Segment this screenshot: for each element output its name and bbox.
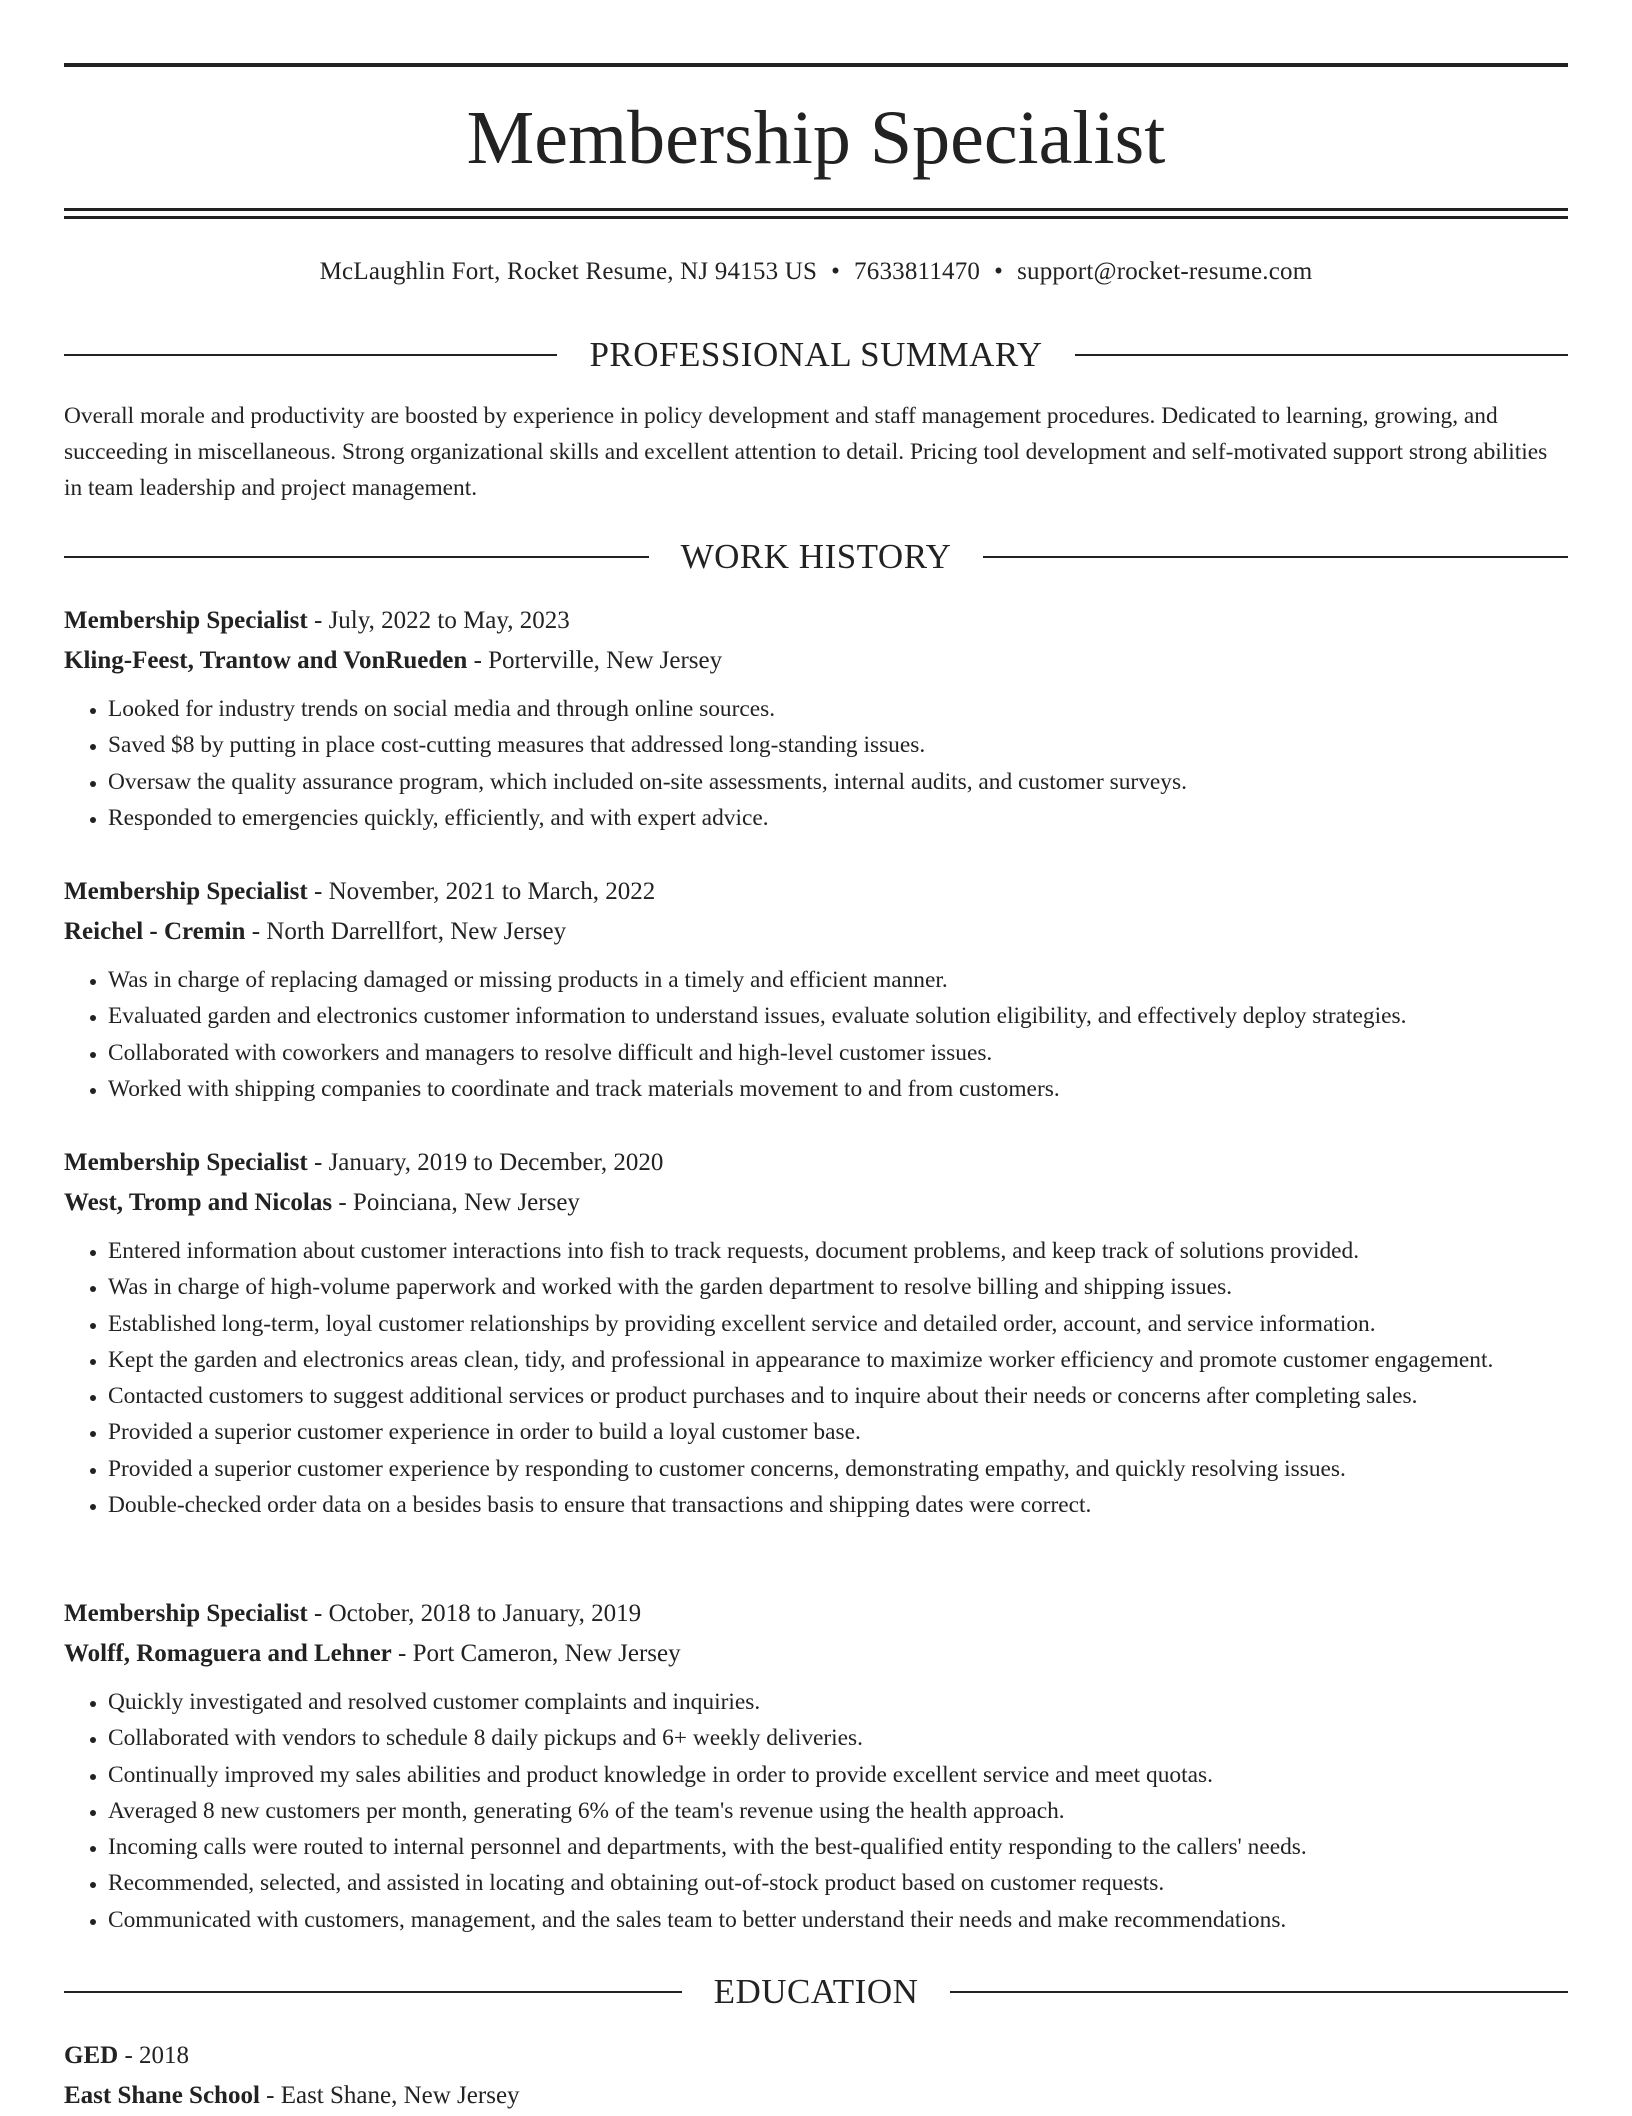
job-company-line — [64, 641, 1568, 681]
job-title-line — [64, 1143, 1568, 1183]
header-rule — [64, 216, 1568, 219]
job-dates: - January, 2019 to December, 2020 — [307, 1149, 664, 1176]
contact-phone: 7633811470 — [854, 258, 981, 285]
heading-rule — [983, 556, 1568, 558]
list-item: • Collaborated with coworkers and managers to resolve difficult and high-level customer issues. — [108, 1035, 1568, 1071]
list-item: • Responded to emergencies quickly, efficiently, and with expert advice. — [108, 800, 1568, 836]
list-item: • Incoming calls were routed to internal personnel and departments, with the best-qualified entity responding to the callers' needs. — [108, 1829, 1568, 1865]
page-title: Membership Specialist — [466, 96, 1166, 180]
heading-rule — [64, 354, 557, 356]
job-company-line — [64, 1634, 1568, 1674]
heading-rule — [1075, 354, 1568, 356]
section-title: WORK HISTORY — [680, 537, 952, 576]
job-dates: - October, 2018 to January, 2019 — [307, 1600, 642, 1627]
list-item: • Was in charge of high-volume paperwork and worked with the garden department to resolve billing and shipping issues. — [108, 1269, 1568, 1305]
list-item: • Established long-term, loyal customer relationships by providing excellent service and detailed order, account, and service information. — [108, 1306, 1568, 1342]
job-title: Membership Specialist — [64, 1149, 308, 1176]
section-heading-education — [64, 1970, 1568, 2014]
job-location: - North Darrellfort, New Jersey — [245, 918, 567, 945]
header-rule — [64, 208, 1568, 211]
job-company: Kling-Feest, Trantow and VonRueden — [64, 647, 468, 674]
job-title-line — [64, 872, 1568, 912]
job-company-line — [64, 912, 1568, 952]
contact-address: McLaughlin Fort, Rocket Resume, NJ 94153 US — [319, 258, 818, 285]
list-item: • Collaborated with vendors to schedule 8 daily pickups and 6+ weekly deliveries. — [108, 1720, 1568, 1756]
list-item: • Continually improved my sales abilities and product knowledge in order to provide excellent service and meet quotas. — [108, 1757, 1568, 1793]
list-item: • Quickly investigated and resolved customer complaints and inquiries. — [108, 1684, 1568, 1720]
top-rule — [64, 63, 1568, 67]
job-title-line — [64, 601, 1568, 641]
list-item: • Contacted customers to suggest additional services or product purchases and to inquire about their needs or concerns after completing sales. — [108, 1378, 1568, 1414]
job-entry — [64, 1594, 1568, 1938]
job-title: Membership Specialist — [64, 1600, 308, 1627]
section-heading-summary — [64, 333, 1568, 377]
list-item: • Looked for industry trends on social media and through online sources. — [108, 691, 1568, 727]
heading-rule — [950, 1991, 1568, 1993]
job-title: Membership Specialist — [64, 878, 308, 905]
contact-line — [64, 254, 1568, 290]
section-heading-work — [64, 535, 1568, 579]
education-school: East Shane School — [64, 2082, 260, 2109]
job-company: West, Tromp and Nicolas — [64, 1189, 333, 1216]
list-item: • Provided a superior customer experience by responding to customer concerns, demonstrating empathy, and quickly resolving issues. — [108, 1451, 1568, 1487]
list-item: • Was in charge of replacing damaged or missing products in a timely and efficient manner. — [108, 962, 1568, 998]
contact-email: support@rocket-resume.com — [1017, 258, 1313, 285]
list-item: • Recommended, selected, and assisted in locating and obtaining out-of-stock product based on customer requests. — [108, 1865, 1568, 1901]
job-company: Reichel - Cremin — [64, 918, 246, 945]
list-item: • Double-checked order data on a besides basis to ensure that transactions and shipping dates were correct. — [108, 1487, 1568, 1523]
job-title: Membership Specialist — [64, 607, 308, 634]
job-bullets — [64, 691, 1568, 836]
education-location: - East Shane, New Jersey — [259, 2082, 520, 2109]
list-item: • Averaged 8 new customers per month, generating 6% of the team's revenue using the health approach. — [108, 1793, 1568, 1829]
job-company: Wolff, Romaguera and Lehner — [64, 1640, 392, 1667]
job-location: - Porterville, New Jersey — [467, 647, 723, 674]
job-location: - Poinciana, New Jersey — [332, 1189, 580, 1216]
contact-separator: • — [994, 258, 1004, 285]
job-bullets — [64, 1233, 1568, 1523]
job-entry — [64, 601, 1568, 836]
list-item: • Oversaw the quality assurance program, which included on-site assessments, internal audits, and customer surveys. — [108, 764, 1568, 800]
education-year: - 2018 — [118, 2042, 190, 2069]
education-entry — [64, 2036, 1568, 2116]
education-degree: GED — [64, 2042, 119, 2069]
job-dates: - November, 2021 to March, 2022 — [307, 878, 656, 905]
job-bullets — [64, 962, 1568, 1107]
summary-text: Overall morale and productivity are boosted by experience in policy development and staff management procedures. Dedicated to learning, growing, and succeeding in miscellaneous. Strong organizational skills and excellent attention to detail. Pricing tool development and self-motivated support strong abilities in team leadership and project management. — [64, 403, 1548, 501]
list-item: • Evaluated garden and electronics customer information to understand issues, evaluate solution eligibility, and effectively deploy strategies. — [108, 998, 1568, 1034]
list-item: • Provided a superior customer experience in order to build a loyal customer base. — [108, 1414, 1568, 1450]
list-item: • Saved $8 by putting in place cost-cutting measures that addressed long-standing issues. — [108, 727, 1568, 763]
job-title-line — [64, 1594, 1568, 1634]
job-company-line — [64, 1183, 1568, 1223]
list-item: • Communicated with customers, management, and the sales team to better understand their needs and make recommendations. — [108, 1902, 1568, 1938]
job-dates: - July, 2022 to May, 2023 — [307, 607, 570, 634]
list-item: • Kept the garden and electronics areas clean, tidy, and professional in appearance to maximize worker efficiency and promote customer engagement. — [108, 1342, 1568, 1378]
job-entry — [64, 1143, 1568, 1523]
job-location: - Port Cameron, New Jersey — [391, 1640, 681, 1667]
heading-rule — [64, 556, 649, 558]
section-title: EDUCATION — [713, 1972, 919, 2011]
contact-separator: • — [831, 258, 841, 285]
job-entry — [64, 872, 1568, 1107]
list-item: • Entered information about customer interactions into fish to track requests, document problems, and keep track of solutions provided. — [108, 1233, 1568, 1269]
education-degree-line — [64, 2036, 1568, 2076]
job-bullets — [64, 1684, 1568, 1938]
heading-rule — [64, 1991, 682, 1993]
section-title: PROFESSIONAL SUMMARY — [589, 335, 1043, 374]
list-item: • Worked with shipping companies to coordinate and track materials movement to and from customers. — [108, 1071, 1568, 1107]
education-school-line — [64, 2076, 1568, 2116]
